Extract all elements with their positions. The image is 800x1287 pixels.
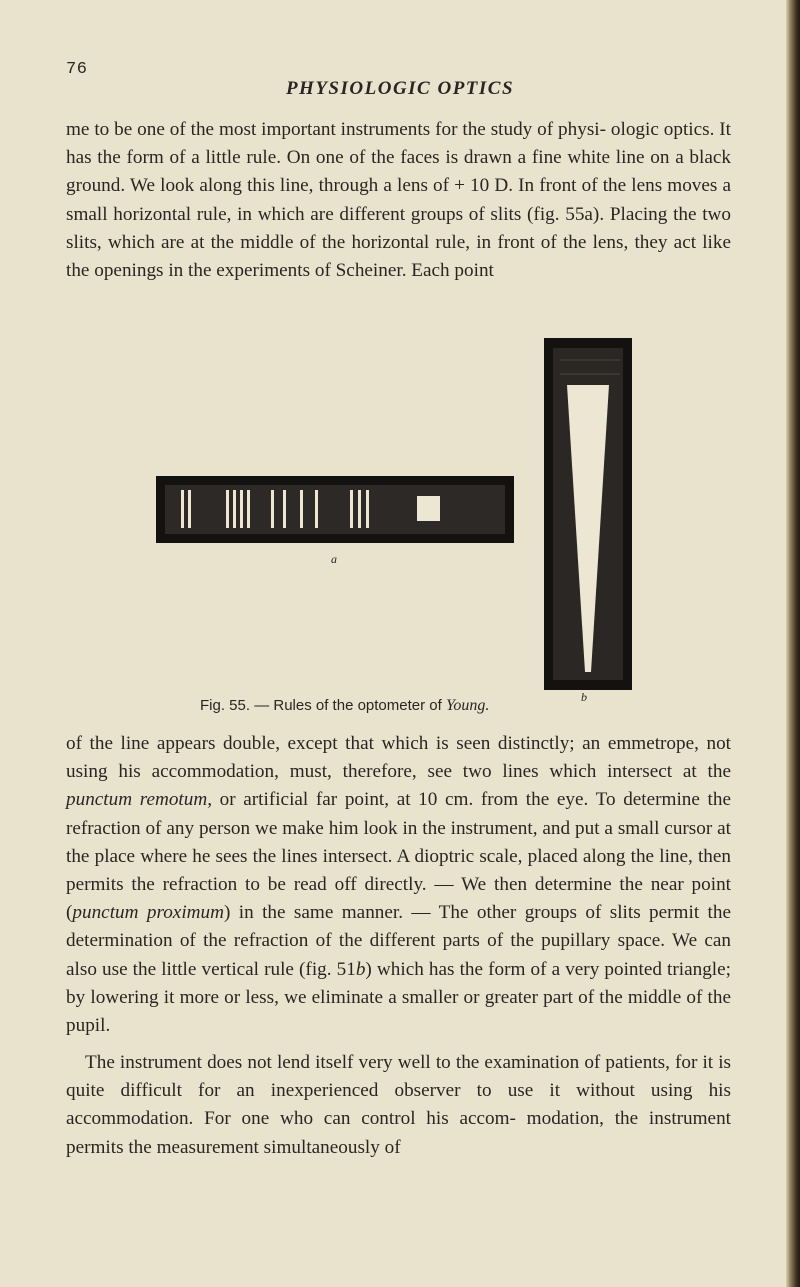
horizontal-rule-a [156, 476, 514, 543]
paragraph-2-text-c: ) in the same manner. — The other groups of slits permit the determination of the refraction of the different parts of the pupillary space. We can also use the little vertical rule (fig. 51 [66, 902, 731, 980]
figure-label-a: a [331, 552, 337, 566]
figure-label-b: b [581, 690, 587, 704]
emphasis-punctum-remotum: punctum remotum, [66, 789, 213, 811]
running-head: PHYSIOLOGIC OPTICS [285, 78, 515, 99]
vertical-rule-b [544, 338, 632, 690]
paragraph-3: The instrument does not lend itself very well to the examination of patients, for it is quite difficult for an inexperienced observer to use it without using his accommodation. For one who can control his accom- modation, the instrument permits the measurement simultaneously of [66, 1052, 731, 1158]
emphasis-fig-letter: b [355, 958, 366, 980]
emphasis-punctum-proximum: punctum proximum [72, 902, 224, 924]
caption-text: Fig. 55. — Rules of the optometer of [200, 697, 446, 714]
page-number: 76 [66, 60, 88, 79]
paragraph-2-text-d: ) which has the form of a very pointed triangle; by lowering it more or less, we eliminate a smaller or greater part of the middle of the pupil. [66, 958, 731, 1037]
figure-caption [200, 697, 489, 715]
paragraph-2 [66, 730, 731, 1040]
paragraph-2-text-a: of the line appears double, except that which is seen distinctly; an emmetrope, not using his accommodation, must, therefore, see two lines which intersect at the [66, 733, 731, 783]
paragraph-1: me to be one of the most important instruments for the study of physi- ologic optics. It has the form of a little rule. On one of the faces is drawn a fine white line on a black ground. We look along this line, through a lens of + 10 D. In front of the lens moves a small horizontal rule, in which are different groups of slits (fig. 55a). Placing the two slits, which are at the middle of the horizontal rule, in front of the lens, they act like the openings in the experiments of Scheiner. Each point [66, 119, 731, 282]
paragraph-2-text-b: or artificial far point, at 10 cm. from the eye. To determine the refraction of any person we make him look in the instrument, and put a small cursor at the place where he sees the lines intersect. A dioptric scale, placed along the line, then permits the refraction to be read off directly. — We then determine the near point ( [66, 789, 731, 924]
caption-name: Young. [445, 697, 490, 714]
